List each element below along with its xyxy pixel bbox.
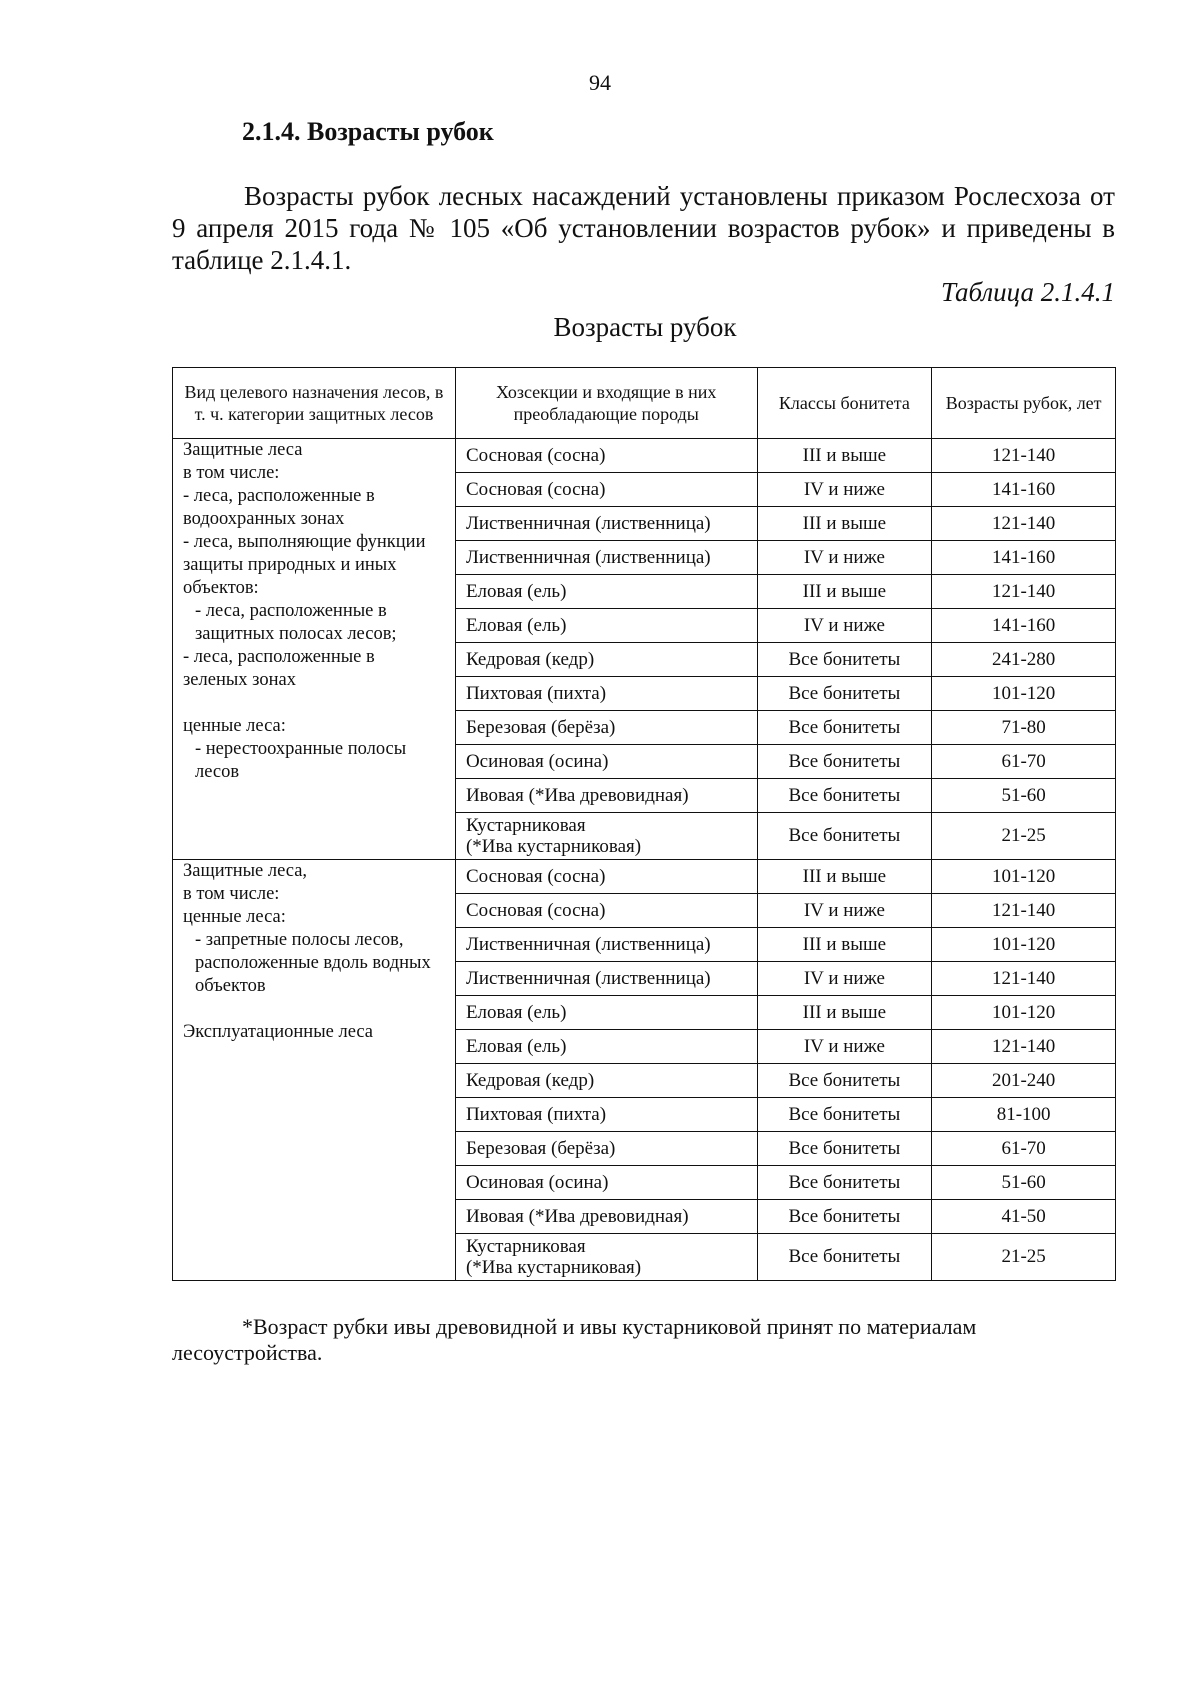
age-cell: 121-140 [932, 575, 1116, 609]
bonitet-cell: Все бонитеты [757, 1098, 932, 1132]
category-line: объектов: [183, 578, 259, 598]
bonitet-cell: IV и ниже [757, 541, 932, 575]
bonitet-cell: Все бонитеты [757, 1234, 932, 1281]
section-cell: Лиственничная (лиственница) [455, 962, 757, 996]
age-cell: 101-120 [932, 677, 1116, 711]
age-cell: 141-160 [932, 473, 1116, 507]
age-cell: 121-140 [932, 894, 1116, 928]
age-cell: 241-280 [932, 643, 1116, 677]
page-number: 94 [589, 70, 611, 95]
header-sections: Хозсекции и входящие в них преобладающие породы [455, 368, 757, 439]
bonitet-cell: IV и ниже [757, 609, 932, 643]
bonitet-cell: III и выше [757, 507, 932, 541]
bonitet-cell: Все бонитеты [757, 1166, 932, 1200]
category-cell [173, 439, 456, 860]
bonitet-cell: III и выше [757, 860, 932, 894]
table-label: Таблица 2.1.4.1 [940, 277, 1115, 307]
bonitet-cell: Все бонитеты [757, 1132, 932, 1166]
category-line: водоохранных зонах [183, 509, 345, 529]
age-cell: 101-120 [932, 860, 1116, 894]
bonitet-cell: III и выше [757, 439, 932, 473]
age-cell: 101-120 [932, 996, 1116, 1030]
footnote [172, 1314, 1116, 1366]
category-line: - леса, расположенные в [183, 486, 375, 506]
bonitet-cell: IV и ниже [757, 473, 932, 507]
table-header-row [173, 368, 1116, 439]
category-line: зеленых зонах [183, 670, 296, 690]
table-row [173, 439, 1116, 473]
age-cell: 41-50 [932, 1200, 1116, 1234]
category-line: - запретные полосы лесов, [195, 930, 404, 950]
intro-text: Возрасты рубок лесных насаждений установлены приказом Рослесхоза от 9 апреля 2015 года № 105 «Об установлении возрастов рубок» и приведены в таблице 2.1.4.1. [172, 181, 1115, 275]
category-line: защитных полосах лесов; [195, 624, 397, 644]
bonitet-cell: Все бонитеты [757, 1064, 932, 1098]
section-line: Кустарниковая [465, 1236, 586, 1257]
section-cell: Сосновая (сосна) [455, 860, 757, 894]
bonitet-cell: Все бонитеты [757, 813, 932, 860]
table-row [173, 860, 1116, 894]
section-cell: Сосновая (сосна) [455, 439, 757, 473]
section-cell: Лиственничная (лиственница) [455, 541, 757, 575]
section-cell: Осиновая (осина) [455, 745, 757, 779]
section-line: Кустарниковая [465, 815, 586, 836]
category-line: - леса, расположенные в [183, 647, 375, 667]
age-cell: 121-140 [932, 439, 1116, 473]
section-line: (*Ива кустарниковая) [465, 836, 642, 857]
age-cell: 61-70 [932, 745, 1116, 779]
age-cell: 121-140 [932, 1030, 1116, 1064]
category-line: Защитные леса, [183, 861, 308, 881]
bonitet-cell: IV и ниже [757, 1030, 932, 1064]
bonitet-cell: Все бонитеты [757, 779, 932, 813]
category-line: ценные леса: [183, 716, 286, 736]
section-cell: Осиновая (осина) [455, 1166, 757, 1200]
category-line: защиты природных и иных [183, 555, 397, 575]
category-line [183, 692, 447, 715]
age-cell: 51-60 [932, 1166, 1116, 1200]
category-line: расположенные вдоль водных [195, 953, 431, 973]
category-line: ценные леса: [183, 907, 286, 927]
table-body [173, 439, 1116, 1281]
age-cell: 141-160 [932, 609, 1116, 643]
bonitet-cell: Все бонитеты [757, 643, 932, 677]
age-cell: 71-80 [932, 711, 1116, 745]
section-cell: Березовая (берёза) [455, 1132, 757, 1166]
category-line: в том числе: [183, 463, 280, 483]
age-cell: 21-25 [932, 1234, 1116, 1281]
category-line: объектов [195, 976, 266, 996]
cut-ages-table [172, 367, 1116, 1281]
section-cell: Еловая (ель) [455, 1030, 757, 1064]
age-cell: 121-140 [932, 962, 1116, 996]
category-line [183, 998, 447, 1021]
header-bonitet: Классы бонитета [757, 368, 932, 439]
section-cell: Пихтовая (пихта) [455, 1098, 757, 1132]
footnote-text: *Возраст рубки ивы древовидной и ивы кустарниковой принят по материалам лесоустройства. [172, 1314, 977, 1365]
section-cell: Ивовая (*Ива древовидная) [455, 1200, 757, 1234]
age-cell: 51-60 [932, 779, 1116, 813]
section-cell: Еловая (ель) [455, 575, 757, 609]
bonitet-cell: III и выше [757, 575, 932, 609]
bonitet-cell: III и выше [757, 996, 932, 1030]
section-cell: Пихтовая (пихта) [455, 677, 757, 711]
category-line: лесов [195, 762, 240, 782]
section-cell: Сосновая (сосна) [455, 473, 757, 507]
header-purpose: Вид целевого назначения лесов, в т. ч. категории защитных лесов [173, 368, 456, 439]
age-cell: 141-160 [932, 541, 1116, 575]
table-title: Возрасты рубок [553, 312, 737, 342]
age-cell: 121-140 [932, 507, 1116, 541]
category-line: - леса, выполняющие функции [183, 532, 426, 552]
section-cell: Сосновая (сосна) [455, 894, 757, 928]
age-cell: 201-240 [932, 1064, 1116, 1098]
section-cell [455, 1234, 757, 1281]
bonitet-cell: Все бонитеты [757, 1200, 932, 1234]
category-line: Защитные леса [183, 440, 303, 460]
category-line: в том числе: [183, 884, 280, 904]
section-cell: Кедровая (кедр) [455, 1064, 757, 1098]
bonitet-cell: Все бонитеты [757, 711, 932, 745]
bonitet-cell: IV и ниже [757, 894, 932, 928]
bonitet-cell: Все бонитеты [757, 745, 932, 779]
section-heading: 2.1.4. Возрасты рубок [242, 117, 494, 146]
category-line: - нерестоохранные полосы [195, 739, 407, 759]
bonitet-cell: IV и ниже [757, 962, 932, 996]
section-cell: Еловая (ель) [455, 996, 757, 1030]
section-cell: Кедровая (кедр) [455, 643, 757, 677]
category-line: - леса, расположенные в [195, 601, 387, 621]
bonitet-cell: Все бонитеты [757, 677, 932, 711]
age-cell: 61-70 [932, 1132, 1116, 1166]
age-cell: 101-120 [932, 928, 1116, 962]
age-cell: 81-100 [932, 1098, 1116, 1132]
section-line: (*Ива кустарниковая) [465, 1257, 642, 1278]
section-cell: Ивовая (*Ива древовидная) [455, 779, 757, 813]
section-cell: Лиственничная (лиственница) [455, 507, 757, 541]
section-cell: Лиственничная (лиственница) [455, 928, 757, 962]
category-line: Эксплуатационные леса [183, 1022, 374, 1042]
section-cell: Еловая (ель) [455, 609, 757, 643]
age-cell: 21-25 [932, 813, 1116, 860]
intro-paragraph [172, 180, 1115, 276]
section-cell: Березовая (берёза) [455, 711, 757, 745]
section-cell [455, 813, 757, 860]
category-cell [173, 860, 456, 1281]
header-age: Возрасты рубок, лет [932, 368, 1116, 439]
bonitet-cell: III и выше [757, 928, 932, 962]
